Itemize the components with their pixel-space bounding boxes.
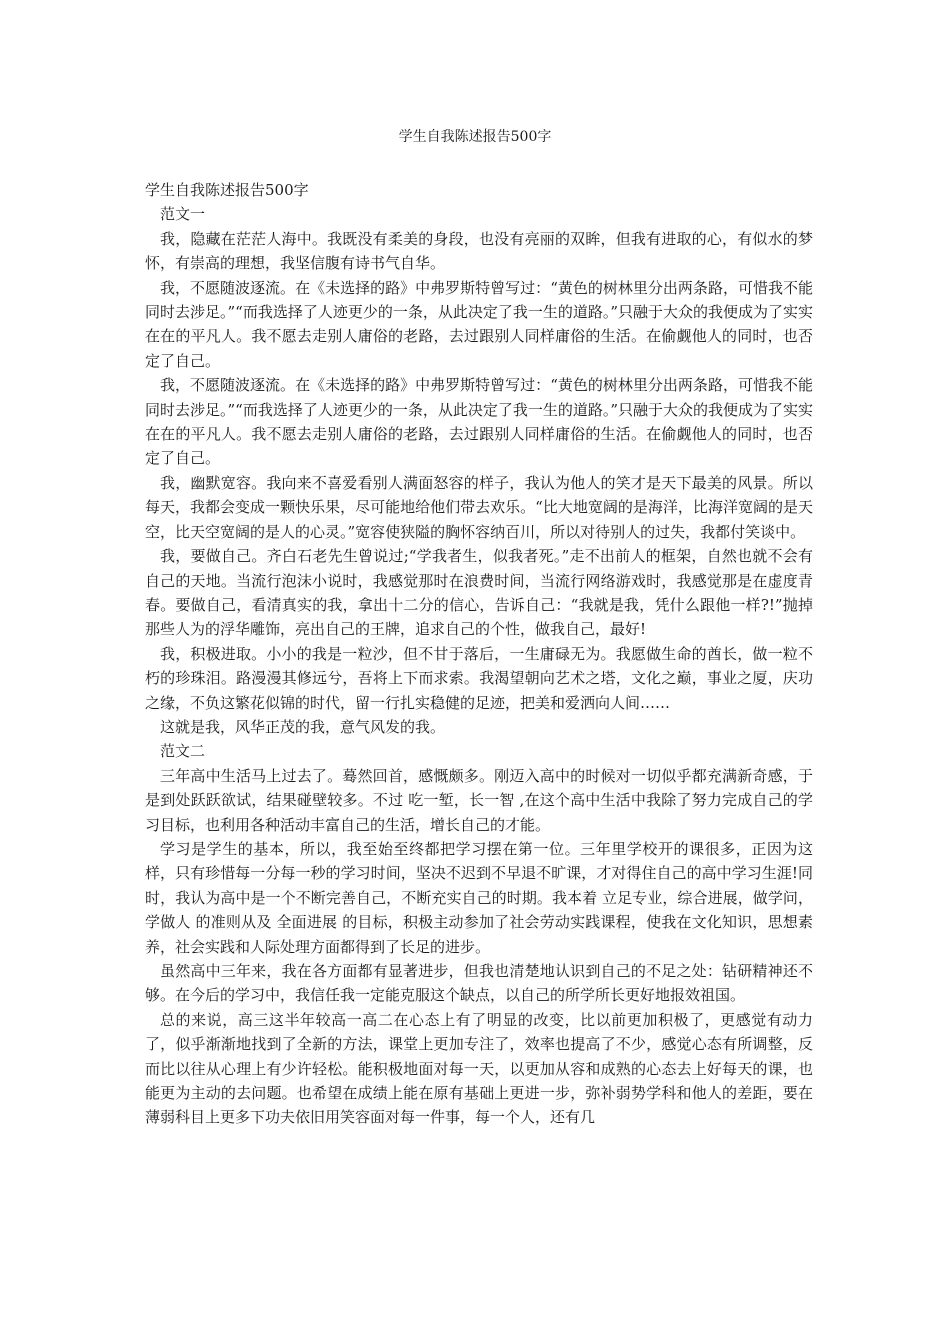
paragraph: 我，不愿随波逐流。在《未选择的路》中弗罗斯特曾写过：“黄色的树林里分出两条路，可惜我不能同时去涉足。”“而我选择了人迹更少的一条，从此决定了我一生的道路。”只融于大众的我便成为了实实在在的平凡人。我不愿去走别人庸俗的老路，去过跟别人同样庸俗的生活。在偷觑他人的同时，也否定了自己。 <box>145 278 814 370</box>
paragraph: 我，不愿随波逐流。在《未选择的路》中弗罗斯特曾写过：“黄色的树林里分出两条路，可惜我不能同时去涉足。”“而我选择了人迹更少的一条，从此决定了我一生的道路。”只融于大众的我便成为了实实在在的平凡人。我不愿去走别人庸俗的老路，去过跟别人同样庸俗的生活。在偷觑他人的同时，也否定了自己。 <box>145 376 814 468</box>
paragraph: 总的来说，高三这半年较高一高二在心态上有了明显的改变，比以前更加积极了，更感觉有动力了，似乎渐渐地找到了全新的方法，课堂上更加专注了，效率也提高了不少，感觉心态有所调整，反而比以往从心理上有少许轻松。能积极地面对每一天，以更加从容和成熟的心态去上好每天的课，也能更为主动的去问题。也希望在成绩上能在原有基础上更进一步，弥补弱势学科和他人的差距，要在薄弱科目上更多下功夫依旧用笑容面对每一件事，每一个人，还有几 <box>145 1010 813 1127</box>
document-body <box>145 178 813 1130</box>
paragraph: 三年高中生活马上过去了。蓦然回首，感慨颇多。刚迈入高中的时候对一切似乎都充满新奇感，于是到处跃跃欲试，结果碰壁较多。不过 吃一堑，长一智 ,在这个高中生活中我除了努力完成自己的学习目标，也利用各种活动丰富自己的生活，增长自己的才能。 <box>145 766 813 834</box>
document-heading: 学生自我陈述报告500字 <box>145 181 309 199</box>
paragraph: 我，幽默宽容。我向来不喜爱看别人满面怒容的样子，我认为他人的笑才是天下最美的风景。所以每天，我都会变成一颗快乐果，尽可能地给他们带去欢乐。“比大地宽阔的是海洋，比海洋宽阔的是天空，比天空宽阔的是人的心灵。”宽容使狭隘的胸怀容纳百川，所以对待别人的过失，我都付笑谈中。 <box>145 473 813 541</box>
paragraph: 我，积极进取。小小的我是一粒沙，但不甘于落后，一生庸碌无为。我愿做生命的酋长，做一粒不朽的珍珠泪。路漫漫其修远兮，吾将上下而求索。我渴望朝向艺术之塔，文化之巅，事业之厦，庆功之缘，不负这繁花似锦的时代，留一行扎实稳健的足迹，把美和爱洒向人间…… <box>145 644 813 712</box>
paragraph: 虽然高中三年来，我在各方面都有显著进步，但我也清楚地认识到自己的不足之处：钻研精神还不够。在今后的学习中，我信任我一定能克服这个缺点，以自己的所学所长更好地报效祖国。 <box>145 962 813 1005</box>
paragraph: 我，要做自己。齐白石老先生曾说过;“学我者生，似我者死。”走不出前人的框架，自然也就不会有自己的天地。当流行泡沫小说时，我感觉那时在浪费时间，当流行网络游戏时，我感觉那是在虚度青春。要做自己，看清真实的我，拿出十二分的信心，告诉自己：“我就是我，凭什么跟他一样?!”抛掉那些人为的浮华雕饰，亮出自己的王牌，追求自己的个性，做我自己，最好! <box>145 547 813 639</box>
document-title: 学生自我陈述报告500字 <box>398 129 552 145</box>
paragraph: 我，隐藏在茫茫人海中。我既没有柔美的身段，也没有亮丽的双眸，但我有进取的心，有似水的梦怀，有崇高的理想，我坚信腹有诗书气自华。 <box>145 229 813 273</box>
paragraph: 这就是我，风华正茂的我，意气风发的我。 <box>160 717 446 736</box>
section-label-1: 范文一 <box>160 205 206 224</box>
section-label-2: 范文二 <box>160 742 206 761</box>
paragraph: 学习是学生的基本，所以，我至始至终都把学习摆在第一位。三年里学校开的课很多，正因为这样，只有珍惜每一分每一秒的学习时间，坚决不迟到不早退不旷课，才对得住自己的高中学习生涯!同时，我认为高中是一个不断完善自己，不断充实自己的时期。我本着 立足专业，综合进展，做学问，学做人 的准则从及 全面进展 的目标，积极主动参加了社会劳动实践课程，使我在文化知识，思想素养，社会实践和人际处理方面都得到了长足的进步。 <box>145 839 813 956</box>
